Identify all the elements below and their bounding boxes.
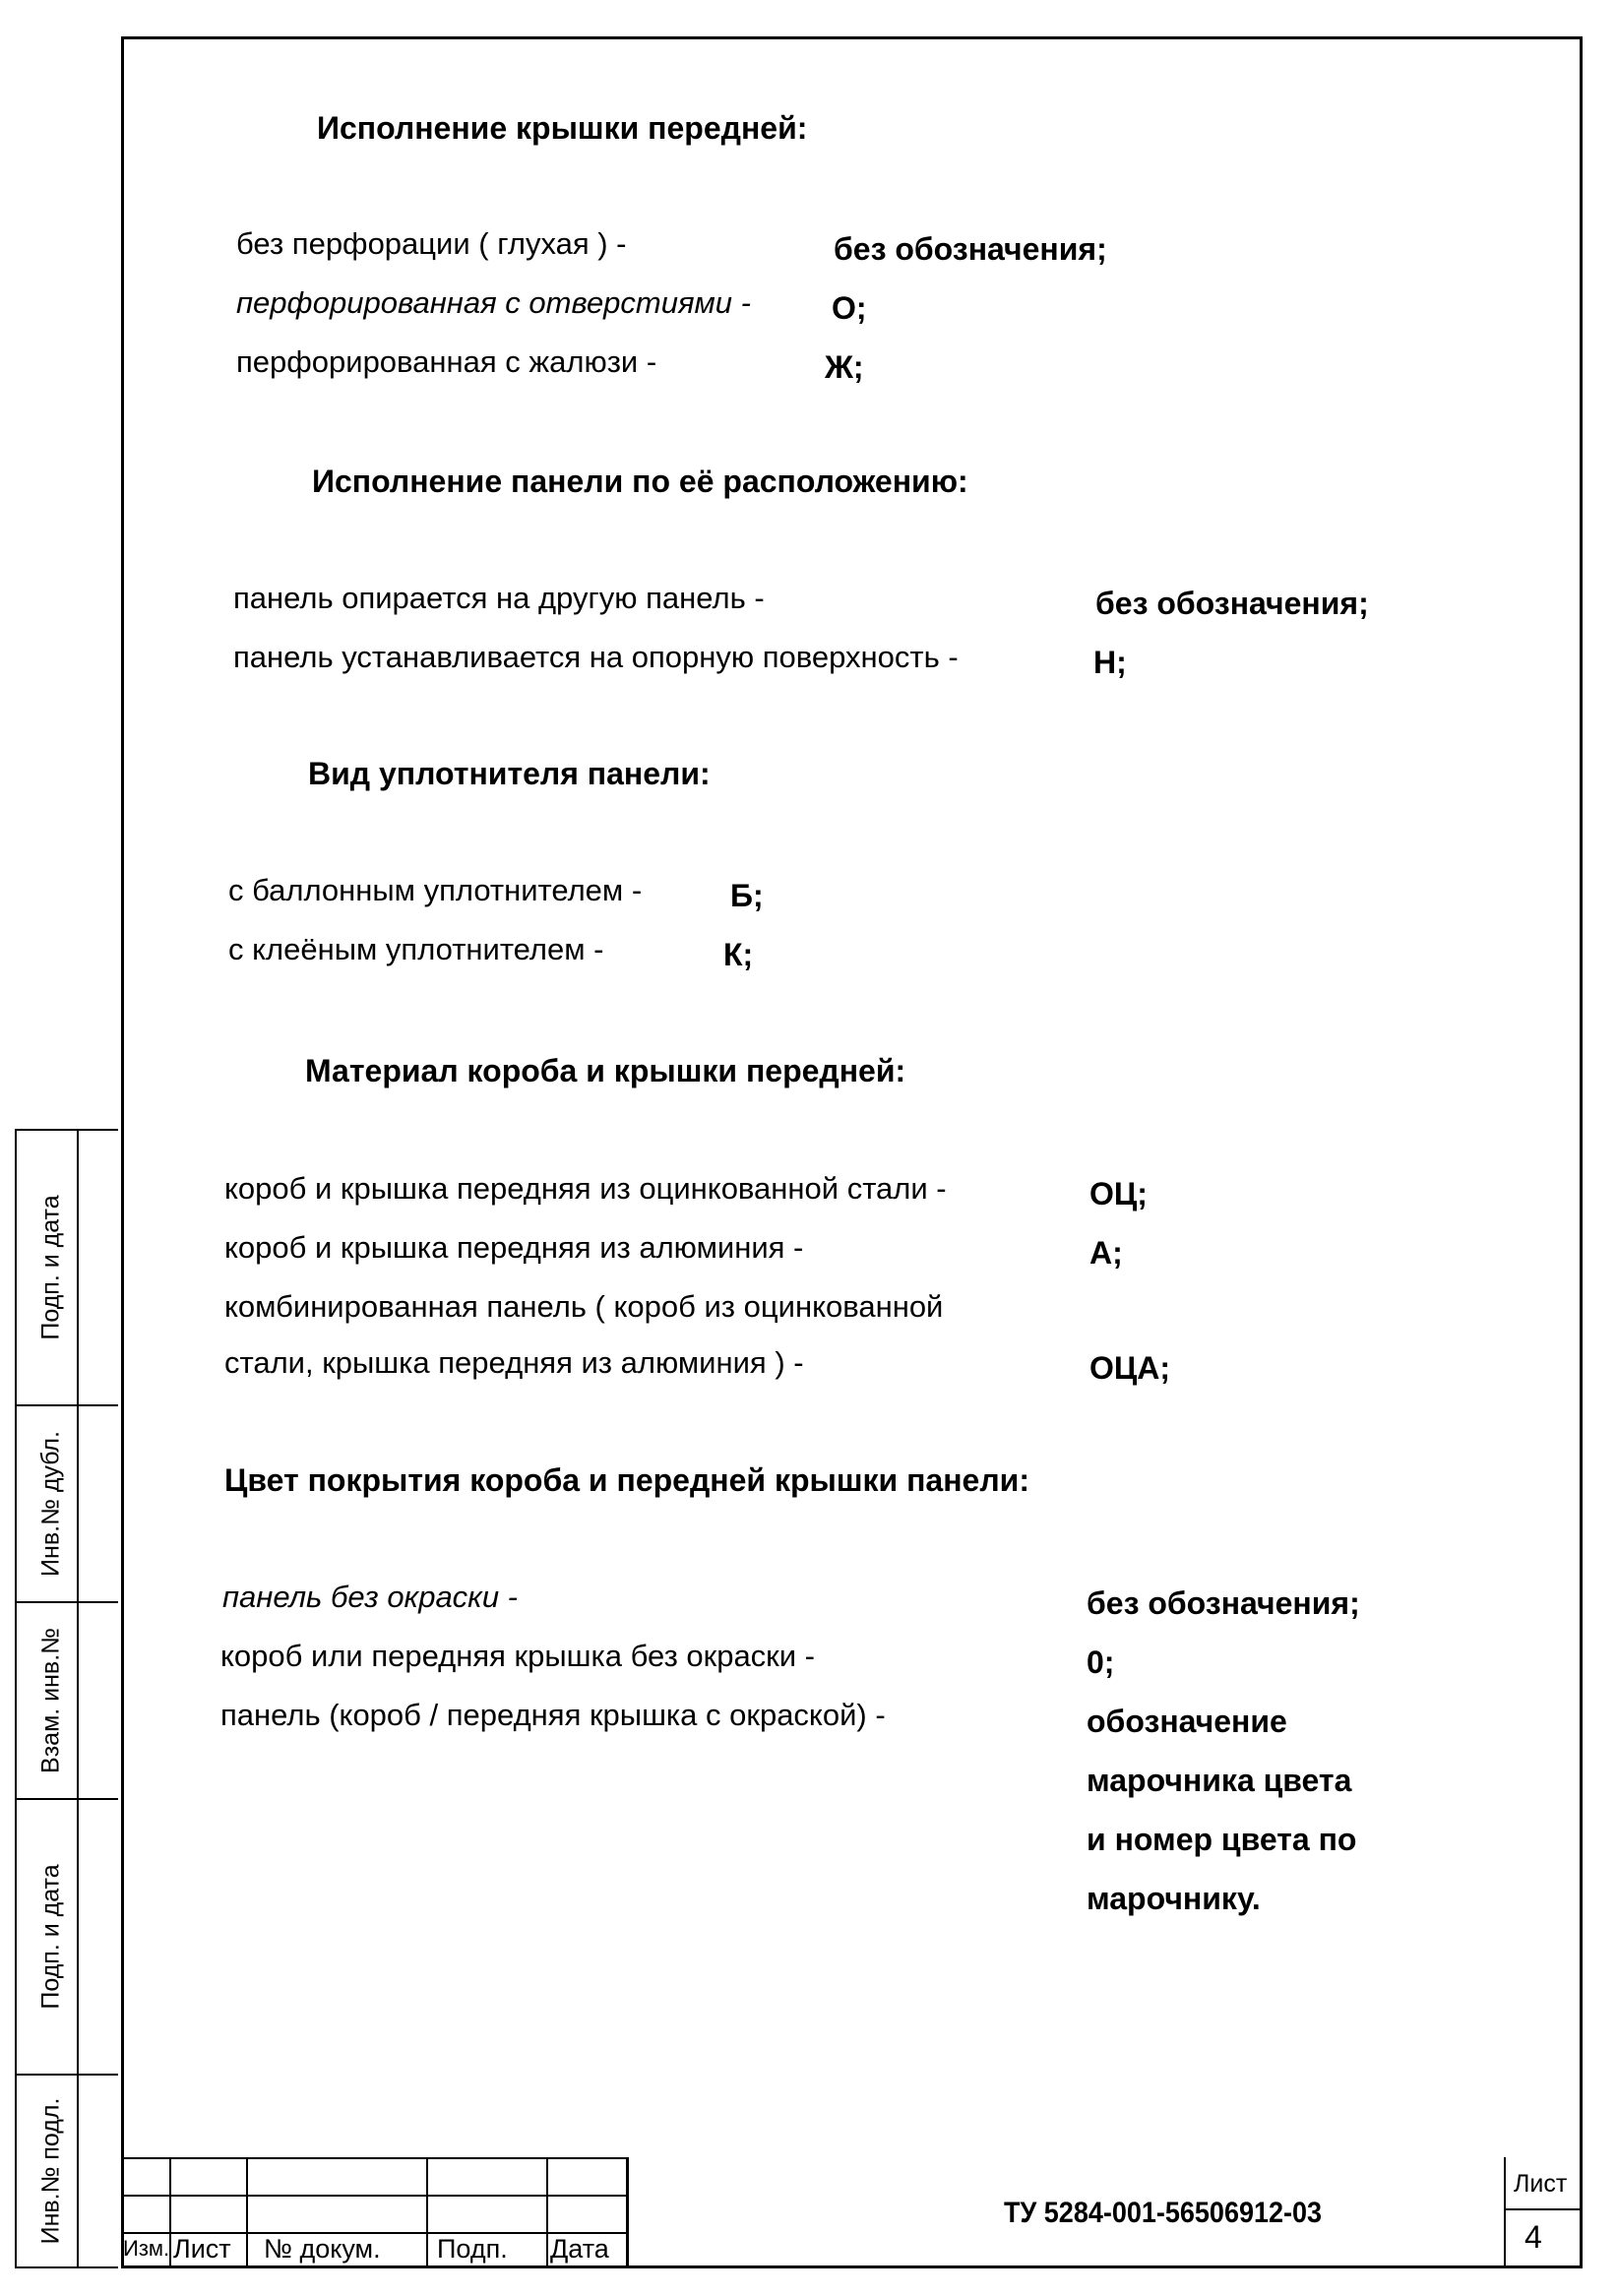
color-row-2-label: короб или передняя крышка без окраски - bbox=[220, 1639, 816, 1673]
color-value-continuation-2: и номер цвета по bbox=[1087, 1822, 1357, 1857]
side-strip-cell-orig-inv bbox=[15, 2074, 118, 2268]
front-cover-row-1-value: без обозначения; bbox=[834, 231, 1107, 267]
column-header-signature: Подп. bbox=[437, 2234, 508, 2264]
position-row-1-label: панель опирается на другую панель - bbox=[233, 581, 765, 615]
material-row-1-label: короб и крышка передняя из оцинкованной стали - bbox=[224, 1171, 947, 1206]
column-header-doc-number: № докум. bbox=[264, 2234, 381, 2264]
color-row-3-label: панель (короб / передняя крышка с окраской) - bbox=[220, 1698, 886, 1732]
color-row-2-value: 0; bbox=[1087, 1644, 1115, 1680]
front-cover-row-1-label: без перфорации ( глухая ) - bbox=[236, 226, 627, 261]
color-row-3-value: обозначение bbox=[1087, 1704, 1287, 1739]
seal-row-1-value: Б; bbox=[730, 878, 764, 913]
color-value-continuation-1: марочника цвета bbox=[1087, 1763, 1352, 1798]
sheet-label: Лист bbox=[1514, 2170, 1568, 2198]
side-strip-label: Взам. инв.№ bbox=[36, 1628, 65, 1773]
document-code: ТУ 5284-001-56506912-03 bbox=[1004, 2197, 1323, 2229]
material-row-3-label: комбинированная панель ( короб из оцинкованной bbox=[224, 1289, 944, 1324]
side-strip-label: Инв.№ подл. bbox=[36, 2097, 65, 2245]
side-strip-cell-replace-inv bbox=[15, 1601, 118, 1798]
material-row-2-value: А; bbox=[1089, 1235, 1123, 1271]
front-cover-row-2-value: О; bbox=[832, 290, 867, 326]
seal-row-2-label: с клеёным уплотнителем - bbox=[228, 932, 604, 966]
sheet-number: 4 bbox=[1524, 2219, 1542, 2255]
side-strip-cell-sign-date-1 bbox=[15, 1129, 118, 1404]
side-strip-cell-dup-inv bbox=[15, 1404, 118, 1601]
color-row-1-value: без обозначения; bbox=[1087, 1585, 1360, 1621]
column-header-sheet: Лист bbox=[173, 2234, 231, 2264]
seal-row-1-label: с баллонным уплотнителем - bbox=[228, 873, 643, 907]
front-cover-row-3-label: перфорированная с жалюзи - bbox=[236, 344, 657, 379]
heading-front-cover: Исполнение крышки передней: bbox=[317, 110, 808, 146]
front-cover-row-2-label: перфорированная с отверстиями - bbox=[236, 285, 751, 320]
position-row-2-label: панель устанавливается на опорную поверхность - bbox=[233, 640, 959, 674]
material-row-4-label: стали, крышка передняя из алюминия ) - bbox=[224, 1345, 804, 1380]
side-strip-label: Подп. и дата bbox=[36, 1864, 65, 2010]
front-cover-row-3-value: Ж; bbox=[825, 349, 864, 385]
side-strip-label: Подп. и дата bbox=[36, 1195, 65, 1340]
heading-color: Цвет покрытия короба и передней крышки панели: bbox=[224, 1462, 1029, 1498]
heading-seal: Вид уплотнителя панели: bbox=[308, 756, 711, 791]
color-value-continuation-3: марочнику. bbox=[1087, 1881, 1261, 1916]
position-row-2-value: Н; bbox=[1093, 645, 1127, 680]
seal-row-2-value: К; bbox=[723, 937, 754, 972]
material-row-4-value: ОЦА; bbox=[1089, 1350, 1171, 1386]
side-strip-label: Инв.№ дубл. bbox=[36, 1431, 65, 1577]
side-strip-cell-sign-date-2 bbox=[15, 1798, 118, 2074]
heading-position: Исполнение панели по её расположению: bbox=[312, 464, 968, 499]
color-row-1-label: панель без окраски - bbox=[222, 1580, 518, 1614]
material-row-1-value: ОЦ; bbox=[1089, 1176, 1148, 1211]
position-row-1-value: без обозначения; bbox=[1095, 586, 1369, 621]
material-row-2-label: короб и крышка передняя из алюминия - bbox=[224, 1230, 804, 1265]
column-header-date: Дата bbox=[550, 2234, 609, 2264]
heading-material: Материал короба и крышки передней: bbox=[305, 1053, 906, 1088]
column-header-change: Изм. bbox=[123, 2236, 170, 2261]
